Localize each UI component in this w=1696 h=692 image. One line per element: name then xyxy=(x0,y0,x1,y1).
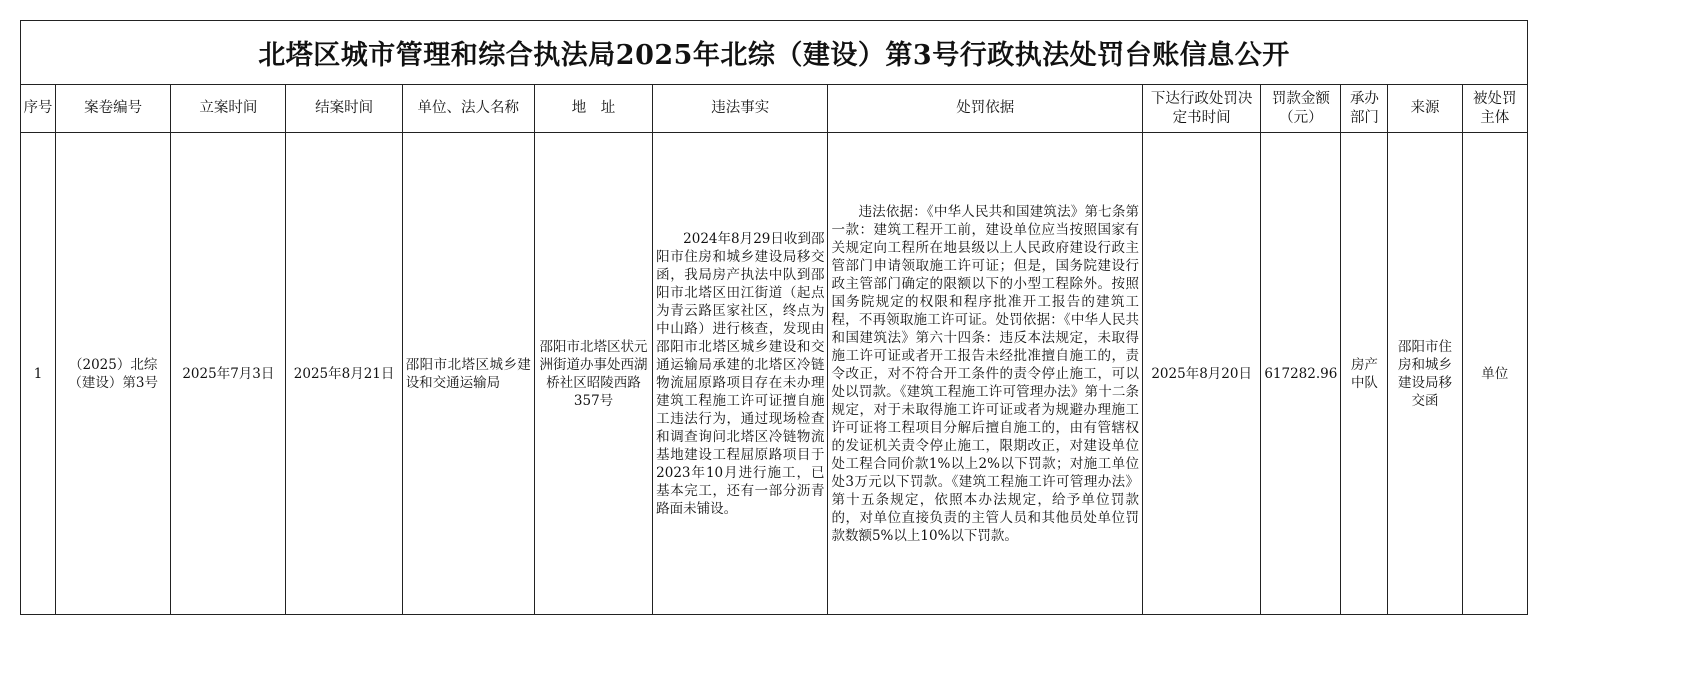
header-decision-date: 下达行政处罚决定书时间 xyxy=(1143,85,1261,133)
penalty-ledger-table xyxy=(20,20,1528,615)
cell-filed-date: 2025年7月3日 xyxy=(171,133,286,615)
cell-facts: 2024年8月29日收到邵阳市住房和城乡建设局移交函，我局房产执法中队到邵阳市北塔区田江街道（起点为青云路匡家社区，终点为中山路）进行核查，发现由邵阳市北塔区城乡建设和交通运输局承建的北塔区冷链物流屈原路项目存在未办理建筑工程施工许可证擅自施工违法行为，通过现场检查和调查询问北塔区冷链物流基地建设工程屈原路项目于2023年10月进行施工，已基本完工，还有一部分沥青路面未铺设。 xyxy=(653,133,828,615)
header-source: 来源 xyxy=(1388,85,1462,133)
header-filed-date: 立案时间 xyxy=(171,85,286,133)
header-entity: 单位、法人名称 xyxy=(402,85,534,133)
header-facts: 违法事实 xyxy=(653,85,828,133)
cell-fine: 617282.96 xyxy=(1261,133,1341,615)
header-closed-date: 结案时间 xyxy=(286,85,402,133)
cell-case-no: （2025）北综（建设）第3号 xyxy=(56,133,171,615)
header-fine: 罚款金额（元） xyxy=(1261,85,1341,133)
page-title: 北塔区城市管理和综合执法局2025年北综（建设）第3号行政执法处罚台账信息公开 xyxy=(21,21,1528,85)
cell-basis: 违法依据：《中华人民共和国建筑法》第七条第一款：建筑工程开工前，建设单位应当按照国家有关规定向工程所在地县级以上人民政府建设行政主管部门申请领取施工许可证；但是，国务院建设行政主管部门确定的限额以下的小型工程除外。按照国务院规定的权限和程序批准开工报告的建筑工程，不再领取施工许可证。处罚依据：《中华人民共和国建筑法》第六十四条：违反本法规定，未取得施工许可证或者开工报告未经批准擅自施工的，责令改正，对不符合开工条件的责令停止施工，可以处以罚款。《建筑工程施工许可管理办法》第十二条规定，对于未取得施工许可证或者为规避办理施工许可证将工程项目分解后擅自施工的，由有管辖权的发证机关责令停止施工，限期改正，对建设单位处工程合同价款1%以上2%以下罚款；对施工单位处3万元以下罚款。《建筑工程施工许可管理办法》第十五条规定，依照本办法规定，给予单位罚款的，对单位直接负责的主管人员和其他员处单位罚款数额5%以上10%以下罚款。 xyxy=(828,133,1143,615)
header-seq: 序号 xyxy=(21,85,56,133)
cell-source: 邵阳市住房和城乡建设局移交函 xyxy=(1388,133,1462,615)
header-case-no: 案卷编号 xyxy=(56,85,171,133)
header-address: 地 址 xyxy=(534,85,652,133)
table-row xyxy=(21,133,1528,615)
header-subject: 被处罚主体 xyxy=(1462,85,1527,133)
header-basis: 处罚依据 xyxy=(828,85,1143,133)
cell-dept: 房产中队 xyxy=(1341,133,1388,615)
header-dept: 承办部门 xyxy=(1341,85,1388,133)
cell-subject: 单位 xyxy=(1462,133,1527,615)
cell-entity: 邵阳市北塔区城乡建设和交通运输局 xyxy=(402,133,534,615)
cell-closed-date: 2025年8月21日 xyxy=(286,133,402,615)
penalty-ledger-sheet xyxy=(20,20,1528,615)
cell-decision-date: 2025年8月20日 xyxy=(1143,133,1261,615)
cell-address: 邵阳市北塔区状元洲街道办事处西湖桥社区昭陵西路357号 xyxy=(534,133,652,615)
cell-seq: 1 xyxy=(21,133,56,615)
table-header-row xyxy=(21,85,1528,133)
